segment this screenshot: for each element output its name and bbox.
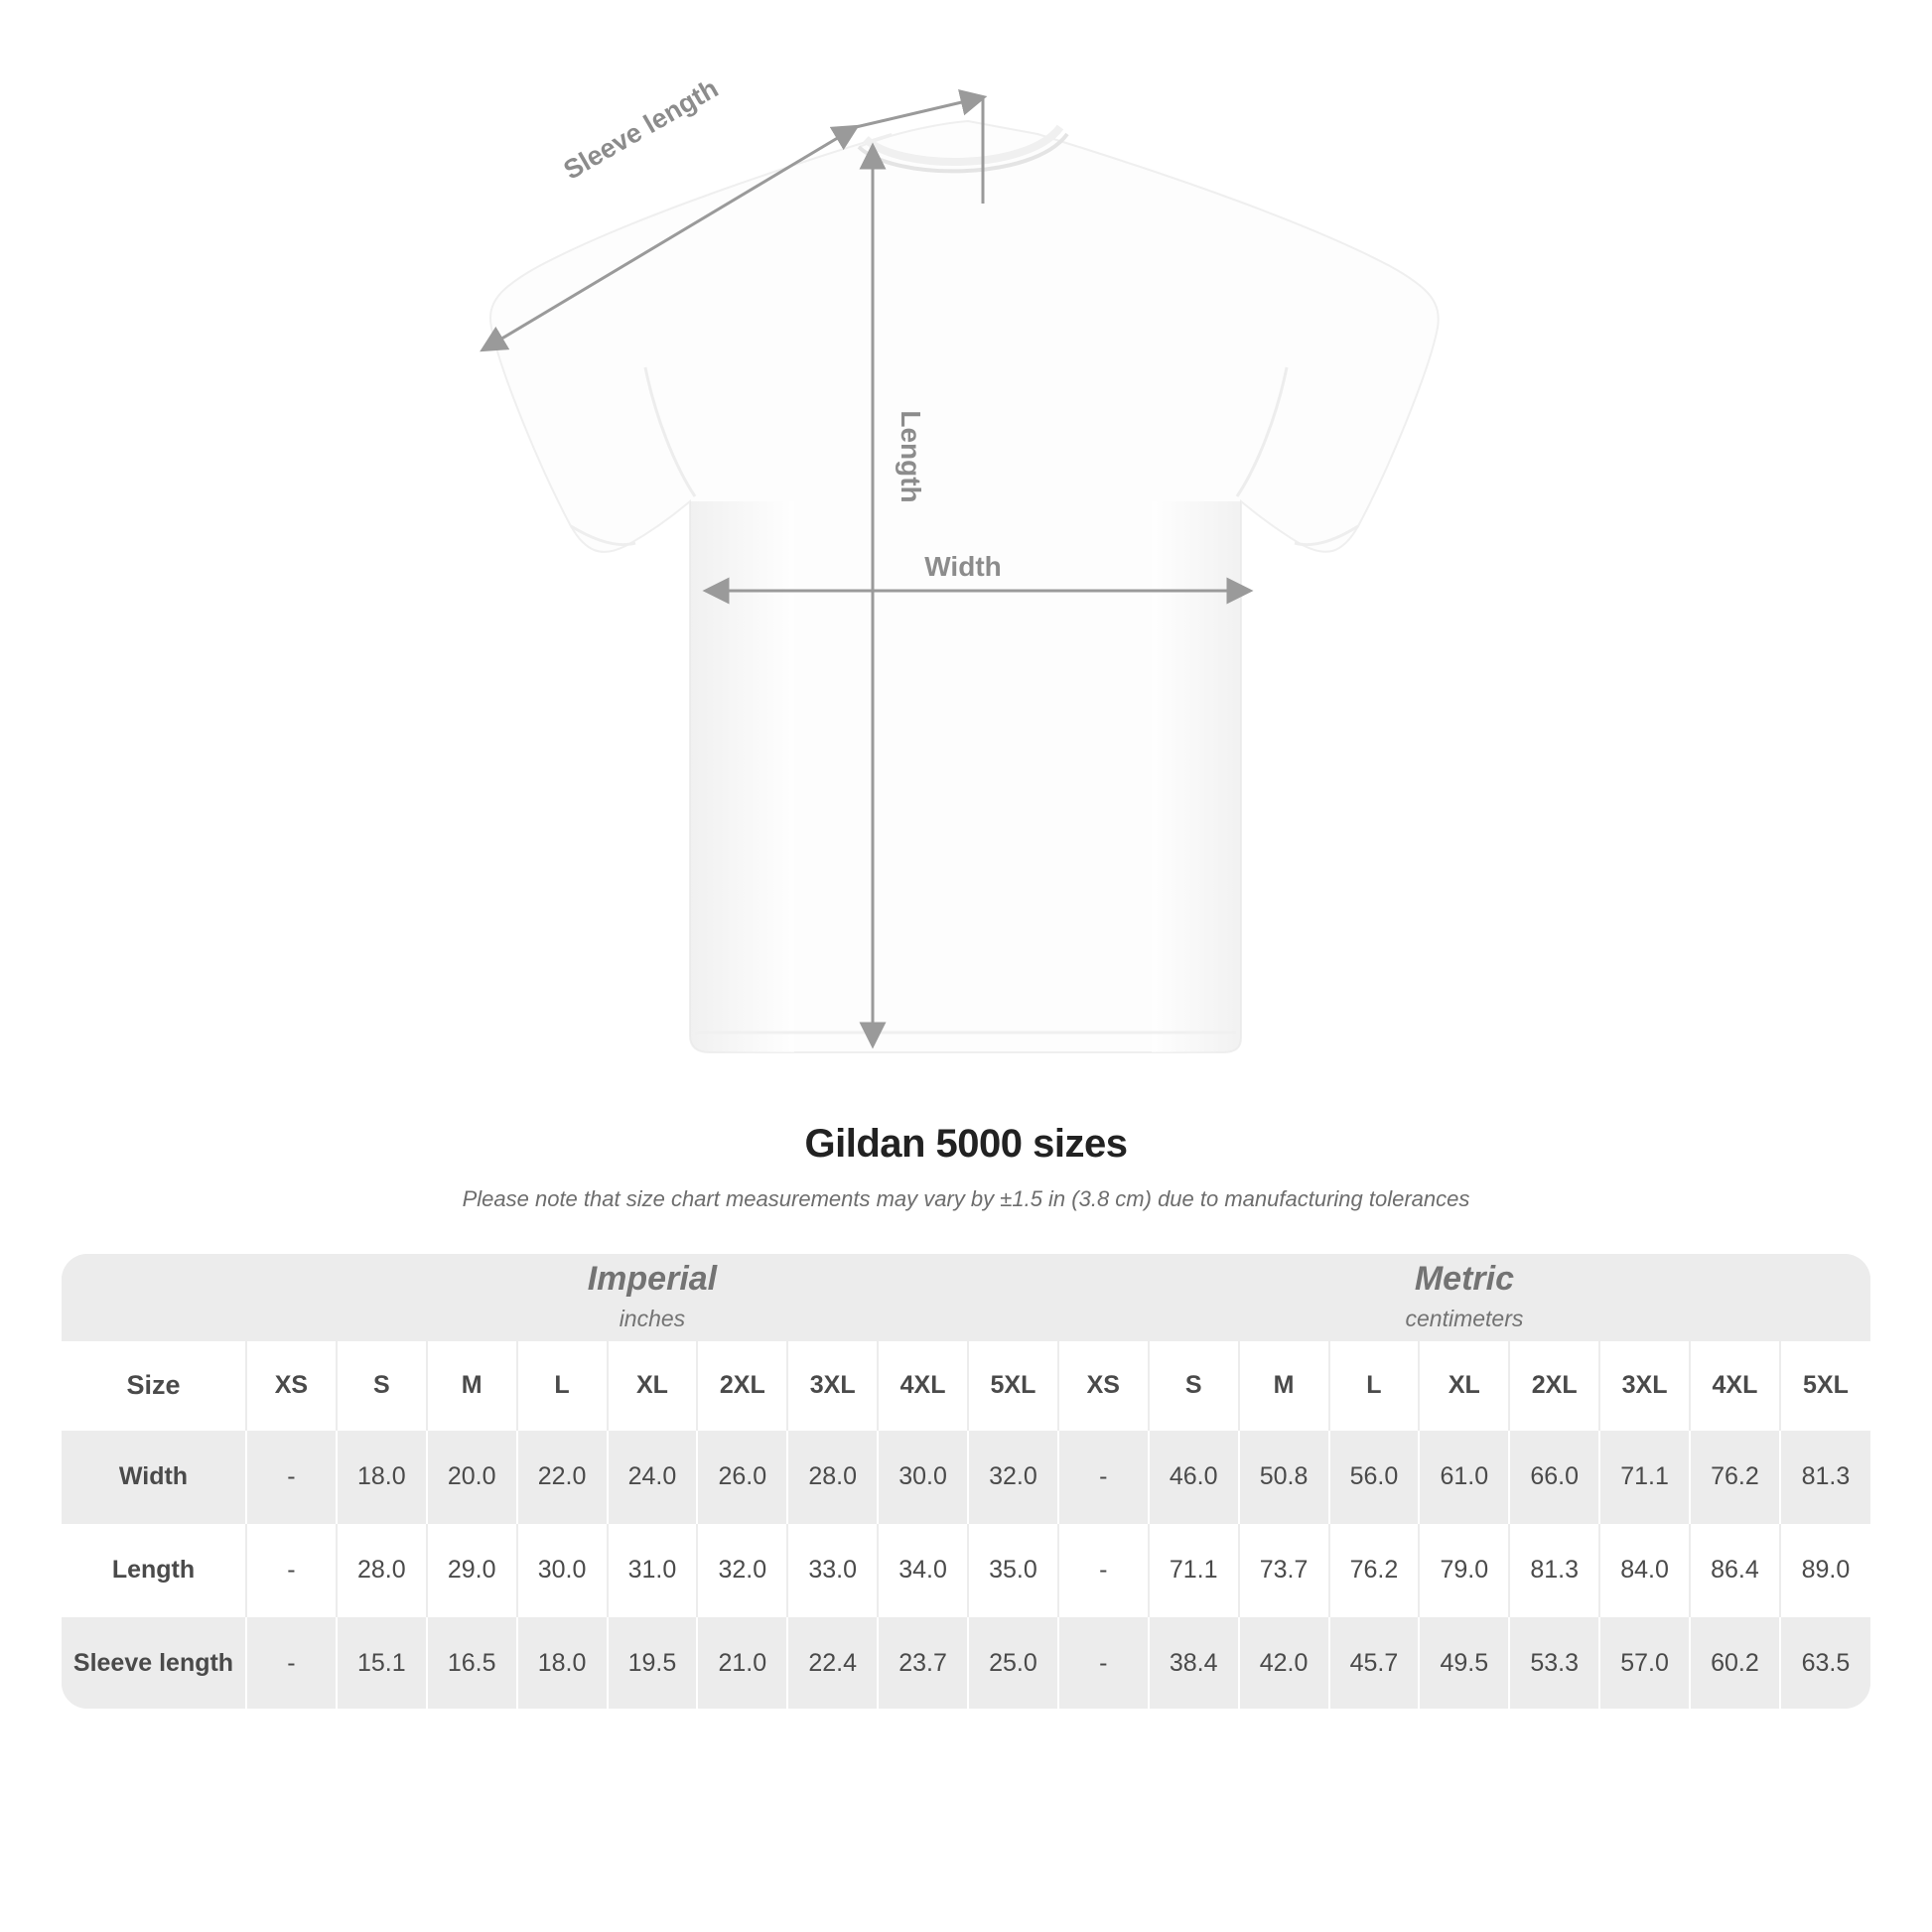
unit-name-imperial: Imperial	[587, 1260, 718, 1299]
cell-width-imperial-5xl: 32.0	[968, 1430, 1058, 1523]
cell-sleeve-metric-l: 45.7	[1329, 1616, 1420, 1709]
cell-sleeve-metric-s: 38.4	[1149, 1616, 1239, 1709]
cell-sleeve-imperial-s: 15.1	[337, 1616, 427, 1709]
size-col-imperial-3xl: 3XL	[787, 1341, 878, 1430]
cell-sleeve-metric-m: 42.0	[1239, 1616, 1329, 1709]
cell-width-imperial-xl: 24.0	[608, 1430, 698, 1523]
table-row	[62, 1430, 1870, 1523]
cell-length-imperial-l: 30.0	[517, 1523, 608, 1616]
unit-header-imperial	[246, 1254, 1058, 1341]
cell-width-imperial-l: 22.0	[517, 1430, 608, 1523]
size-col-imperial-5xl: 5XL	[968, 1341, 1058, 1430]
unit-header-metric	[1058, 1254, 1870, 1341]
size-col-imperial-xs: XS	[246, 1341, 337, 1430]
cell-width-imperial-3xl: 28.0	[787, 1430, 878, 1523]
cell-width-imperial-4xl: 30.0	[878, 1430, 968, 1523]
table-row	[62, 1523, 1870, 1616]
size-table	[62, 1254, 1870, 1709]
cell-width-imperial-s: 18.0	[337, 1430, 427, 1523]
cell-width-metric-s: 46.0	[1149, 1430, 1239, 1523]
cell-length-metric-s: 71.1	[1149, 1523, 1239, 1616]
cell-width-imperial-m: 20.0	[427, 1430, 517, 1523]
cell-length-metric-xs: -	[1058, 1523, 1149, 1616]
cell-sleeve-metric-4xl: 60.2	[1690, 1616, 1780, 1709]
cell-sleeve-metric-xs: -	[1058, 1616, 1149, 1709]
size-col-imperial-4xl: 4XL	[878, 1341, 968, 1430]
row-label-length: Length	[62, 1523, 246, 1616]
size-col-metric-m: M	[1239, 1341, 1329, 1430]
cell-length-imperial-xs: -	[246, 1523, 337, 1616]
unit-sub-metric: centimeters	[1405, 1305, 1524, 1331]
cell-sleeve-imperial-l: 18.0	[517, 1616, 608, 1709]
cell-length-imperial-4xl: 34.0	[878, 1523, 968, 1616]
unit-header-row	[62, 1254, 1870, 1341]
cell-width-metric-xl: 61.0	[1419, 1430, 1509, 1523]
cell-length-metric-xl: 79.0	[1419, 1523, 1509, 1616]
cell-length-metric-l: 76.2	[1329, 1523, 1420, 1616]
size-col-metric-2xl: 2XL	[1509, 1341, 1599, 1430]
size-header-label: Size	[62, 1341, 246, 1430]
cell-length-metric-2xl: 81.3	[1509, 1523, 1599, 1616]
cell-sleeve-imperial-2xl: 21.0	[697, 1616, 787, 1709]
cell-sleeve-imperial-5xl: 25.0	[968, 1616, 1058, 1709]
cell-width-imperial-2xl: 26.0	[697, 1430, 787, 1523]
size-table-wrapper	[62, 1254, 1870, 1709]
size-col-metric-s: S	[1149, 1341, 1239, 1430]
unit-sub-imperial: inches	[619, 1305, 686, 1331]
length-label: Length	[896, 410, 926, 503]
tolerance-note: Please note that size chart measurements may vary by ±1.5 in (3.8 cm) due to manufacturing tolerances	[462, 1186, 1470, 1211]
size-col-metric-4xl: 4XL	[1690, 1341, 1780, 1430]
row-label-sleeve-length: Sleeve length	[62, 1616, 246, 1709]
cell-length-metric-5xl: 89.0	[1780, 1523, 1870, 1616]
size-col-metric-5xl: 5XL	[1780, 1341, 1870, 1430]
cell-length-imperial-2xl: 32.0	[697, 1523, 787, 1616]
cell-length-metric-m: 73.7	[1239, 1523, 1329, 1616]
sleeve-length-label: Sleeve length	[558, 72, 724, 186]
cell-length-imperial-s: 28.0	[337, 1523, 427, 1616]
title-block	[0, 1122, 1932, 1212]
cell-width-imperial-xs: -	[246, 1430, 337, 1523]
cell-sleeve-metric-xl: 49.5	[1419, 1616, 1509, 1709]
cell-sleeve-metric-2xl: 53.3	[1509, 1616, 1599, 1709]
row-label-width: Width	[62, 1430, 246, 1523]
cell-sleeve-metric-3xl: 57.0	[1599, 1616, 1690, 1709]
cell-width-metric-m: 50.8	[1239, 1430, 1329, 1523]
cell-sleeve-imperial-xl: 19.5	[608, 1616, 698, 1709]
unit-header-spacer	[62, 1254, 246, 1341]
size-col-imperial-m: M	[427, 1341, 517, 1430]
cell-width-metric-xs: -	[1058, 1430, 1149, 1523]
cell-length-metric-4xl: 86.4	[1690, 1523, 1780, 1616]
cell-width-metric-3xl: 71.1	[1599, 1430, 1690, 1523]
size-header-row	[62, 1341, 1870, 1430]
cell-length-imperial-m: 29.0	[427, 1523, 517, 1616]
size-col-metric-l: L	[1329, 1341, 1420, 1430]
cell-sleeve-imperial-m: 16.5	[427, 1616, 517, 1709]
size-col-metric-xl: XL	[1419, 1341, 1509, 1430]
width-label: Width	[924, 551, 1002, 582]
size-col-imperial-s: S	[337, 1341, 427, 1430]
page-title: Gildan 5000 sizes	[804, 1122, 1128, 1166]
cell-sleeve-imperial-3xl: 22.4	[787, 1616, 878, 1709]
cell-length-metric-3xl: 84.0	[1599, 1523, 1690, 1616]
size-col-metric-xs: XS	[1058, 1341, 1149, 1430]
size-col-imperial-l: L	[517, 1341, 608, 1430]
cell-sleeve-metric-5xl: 63.5	[1780, 1616, 1870, 1709]
cell-sleeve-imperial-4xl: 23.7	[878, 1616, 968, 1709]
cell-sleeve-imperial-xs: -	[246, 1616, 337, 1709]
cell-length-imperial-5xl: 35.0	[968, 1523, 1058, 1616]
cell-length-imperial-3xl: 33.0	[787, 1523, 878, 1616]
cell-width-metric-4xl: 76.2	[1690, 1430, 1780, 1523]
cell-width-metric-2xl: 66.0	[1509, 1430, 1599, 1523]
size-col-imperial-xl: XL	[608, 1341, 698, 1430]
cell-length-imperial-xl: 31.0	[608, 1523, 698, 1616]
size-col-imperial-2xl: 2XL	[697, 1341, 787, 1430]
unit-name-metric: Metric	[1414, 1260, 1514, 1299]
cell-width-metric-l: 56.0	[1329, 1430, 1420, 1523]
size-col-metric-3xl: 3XL	[1599, 1341, 1690, 1430]
cell-width-metric-5xl: 81.3	[1780, 1430, 1870, 1523]
table-row	[62, 1616, 1870, 1709]
